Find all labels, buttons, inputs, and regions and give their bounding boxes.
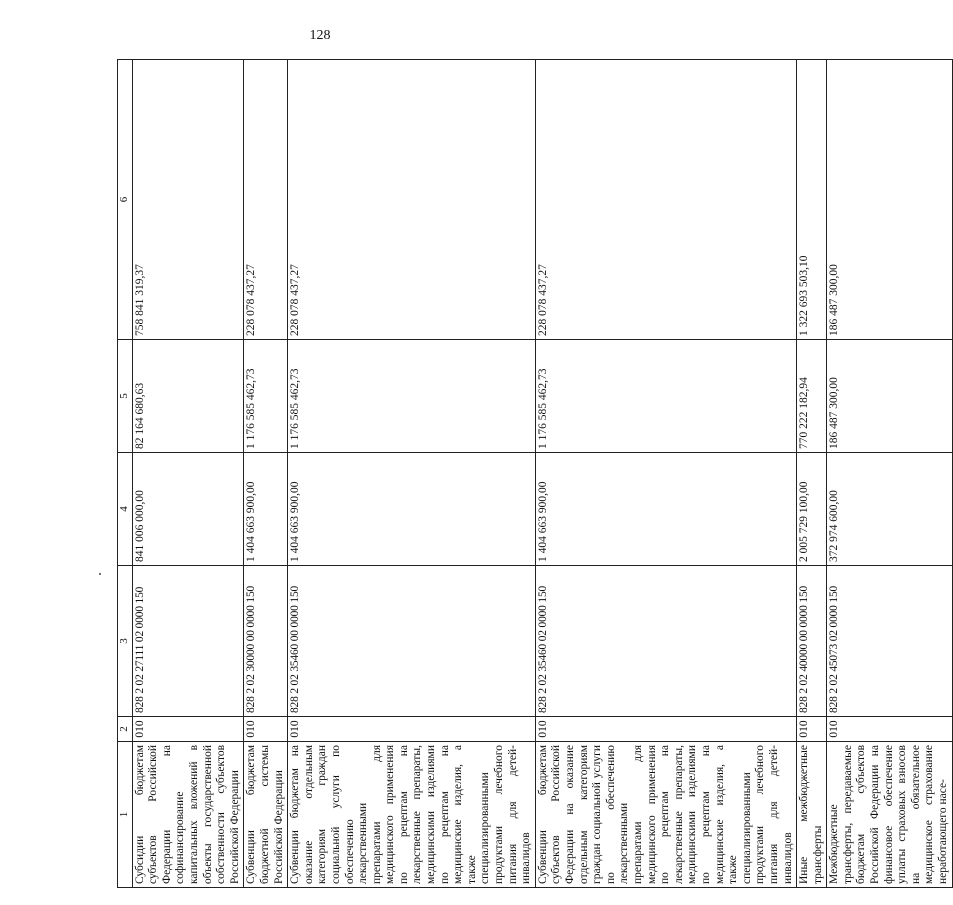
column-header: 6 [118,60,133,340]
row-code: 010 [827,717,952,742]
row-name: Субвенции бюджетам субъектов Российской Федерации на оказание отдельным категориям граждан социальной услуги по обеспечению лекарственными препаратами для медицинского применения по рецептам на лекарственные препараты, медицинскими изделиями по рецептам на медицинские изделия, а также специализированными продуктами лечебного питания для детей-инвалидов [535,742,796,888]
row-executed: 1 176 585 462,73 [535,340,796,453]
row-executed: 186 487 300,00 [827,340,952,453]
row-code: 010 [244,717,288,742]
rotated-table-area [117,60,950,888]
row-planned: 1 404 663 900,00 [288,453,536,566]
row-executed: 82 164 680,63 [132,340,244,453]
table-row [827,60,952,888]
row-executed: 770 222 182,94 [797,340,827,453]
row-kbk: 828 2 02 27111 02 0000 150 [132,566,244,717]
row-planned: 1 404 663 900,00 [244,453,288,566]
row-kbk: 828 2 02 30000 00 0000 150 [244,566,288,717]
table-row [797,60,827,888]
row-kbk: 828 2 02 35460 02 0000 150 [535,566,796,717]
row-planned: 1 404 663 900,00 [535,453,796,566]
row-remainder: 758 841 319,37 [132,60,244,340]
row-kbk: 828 2 02 45073 02 0000 150 [827,566,952,717]
table-row [132,60,244,888]
row-name: Субвенции бюджетам на оказание отдельным категориям граждан социальной услуги по обеспечению лекарственными препаратами для медицинского применения по рецептам на лекарственные препараты, медицинскими изделиями по рецептам на медицинские изделия, а также специализированными продуктами лечебного питания для детей-инвалидов [288,742,536,888]
row-code: 010 [535,717,796,742]
row-remainder: 228 078 437,27 [535,60,796,340]
budget-table [117,59,953,888]
page-number: 128 [309,28,331,43]
column-number-row [118,60,133,888]
row-planned: 841 006 000,00 [132,453,244,566]
table-row [535,60,796,888]
row-code: 010 [132,717,244,742]
column-header: 3 [118,566,133,717]
row-executed: 1 176 585 462,73 [288,340,536,453]
row-executed: 1 176 585 462,73 [244,340,288,453]
row-planned: 2 005 729 100,00 [797,453,827,566]
column-header: 4 [118,453,133,566]
row-name: Иные межбюджетные трансферты [797,742,827,888]
row-remainder: 228 078 437,27 [288,60,536,340]
column-header: 2 [118,717,133,742]
table-row [244,60,288,888]
row-name: Субсидии бюджетам субъектов Российской Федерации на софинансирование капитальных вложений в объекты государственной собственности субъектов Российской Федерации [132,742,244,888]
row-kbk: 828 2 02 35460 00 0000 150 [288,566,536,717]
column-header: 5 [118,340,133,453]
row-code: 010 [288,717,536,742]
row-name: Субвенции бюджетам бюджетной системы Российской Федерации [244,742,288,888]
row-code: 010 [797,717,827,742]
row-remainder: 228 078 437,27 [244,60,288,340]
row-kbk: 828 2 02 40000 00 0000 150 [797,566,827,717]
row-name: Межбюджетные трансферты, передаваемые бюджетам субъектов Российской Федерации на финансовое обеспечение уплаты страховых взносов на обязательное медицинское страхование неработающего насе- [827,742,952,888]
row-remainder: 186 487 300,00 [827,60,952,340]
scan-speck [99,573,101,575]
column-header: 1 [118,742,133,888]
rotated-table-wrapper [117,60,950,888]
row-planned: 372 974 600,00 [827,453,952,566]
table-row [288,60,536,888]
row-remainder: 1 322 693 503,10 [797,60,827,340]
